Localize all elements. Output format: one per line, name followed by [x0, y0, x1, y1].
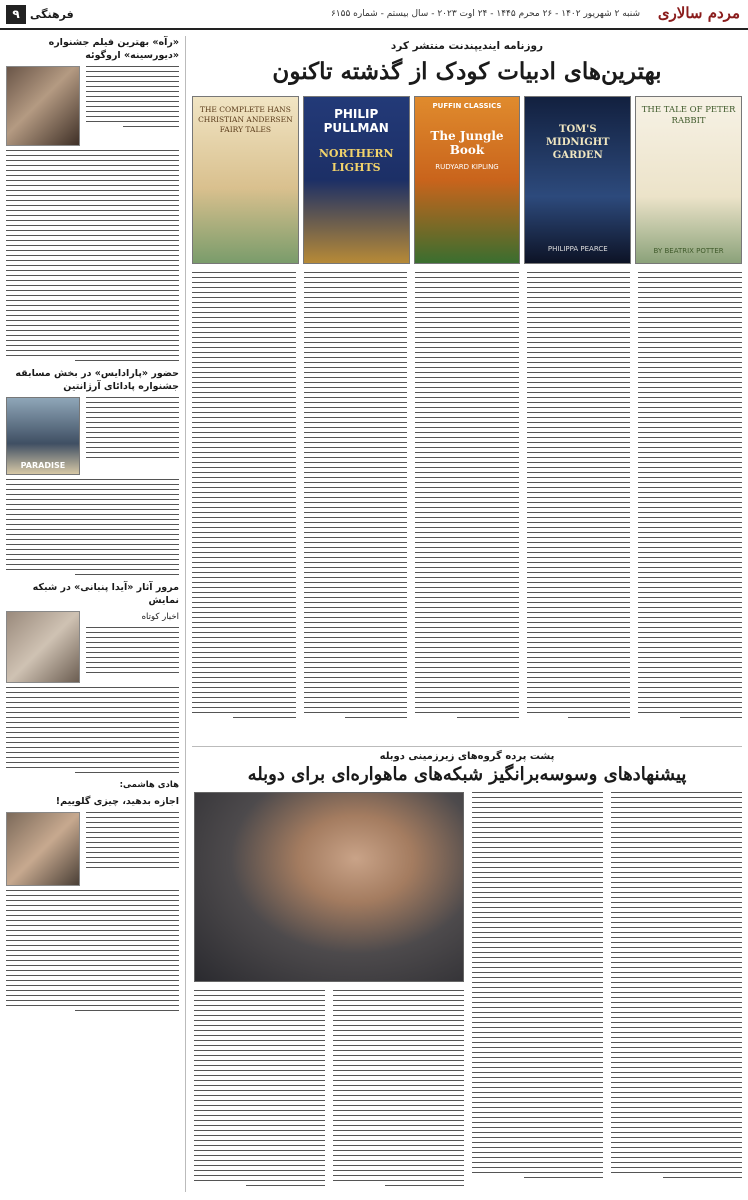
lead-col-1 [638, 272, 742, 738]
story3-kicker: اخبار کوتاه [141, 612, 179, 622]
cover-andersen [192, 96, 299, 264]
lead-article-body [192, 272, 742, 738]
lead-headline: بهترین‌های ادبیات کودک از گذشته تاکنون [272, 58, 662, 85]
dub-col-3 [333, 990, 464, 1192]
dub-col-4 [194, 990, 325, 1192]
dubbing-body-right [472, 792, 742, 1192]
lead-col-4 [304, 272, 408, 738]
cover-toms-midnight-garden [524, 96, 631, 264]
story2-body [6, 479, 179, 575]
dub-col-1 [611, 792, 742, 1192]
cover-pullman-author: PHILIP PULLMAN [323, 107, 389, 135]
story2-intro [86, 397, 179, 475]
story1-body [6, 150, 179, 361]
book-covers [192, 96, 742, 264]
cover-tom-author: PHILIPPA PEARCE [547, 245, 608, 253]
lead-col-3 [415, 272, 519, 738]
cover-andersen-title: THE COMPLETE HANS CHRISTIAN ANDERSEN FAIRY TALES [198, 105, 293, 134]
cover-pullman-title: NORTHERN LIGHTS [318, 147, 394, 174]
left-column [6, 36, 186, 1192]
story3-body [6, 687, 179, 773]
story3-photo [6, 611, 80, 683]
story3-title: مرور آثار «آیدا پنبانی» در شبکه نمایش [32, 582, 179, 606]
cover-jungle-series: PUFFIN CLASSICS [432, 102, 502, 110]
dubbing-kicker: پشت پرده گروه‌های زیرزمینی دوبله [192, 746, 742, 762]
story2-title: حضور «پارادایس» در بخش مسابقه جشنواره پادائای آرژانتین [15, 368, 179, 392]
cover-rabbit-author: BY BEATRIX POTTER [653, 247, 724, 255]
main-column [192, 36, 742, 785]
paradise-poster-label: PARADISE [20, 461, 66, 470]
dubbing-photo [194, 792, 464, 982]
lead-col-2 [527, 272, 631, 738]
story4-photo [6, 812, 80, 886]
newspaper-logo: مردم سالاری [657, 4, 740, 22]
dub-col-2 [472, 792, 603, 1192]
story4-kicker: هادی هاشمی: [119, 780, 179, 790]
cover-rabbit-title: THE TALE OF PETER RABBIT [641, 105, 736, 126]
cover-tom-title: TOM'S MIDNIGHT GARDEN [545, 124, 610, 161]
cover-peter-rabbit [635, 96, 742, 264]
cover-jungle-book [414, 96, 521, 264]
story1-intro [86, 66, 179, 146]
lead-kicker: روزنامه ایندیپندنت منتشر کرد [390, 40, 544, 52]
cover-northern-lights [303, 96, 410, 264]
masthead [0, 0, 748, 30]
dubbing-headline: پیشنهادهای وسوسه‌برانگیز شبکه‌های ماهواره‌ای برای دوبله [247, 764, 687, 785]
story1-title: «رآه» بهترین فیلم جشنواره «دیورسینه» اروگوئه [48, 37, 179, 61]
story3-intro [86, 611, 179, 683]
dubbing-body-left [194, 990, 464, 1192]
cover-jungle-author: RUDYARD KIPLING [435, 163, 499, 171]
lead-col-5 [192, 272, 296, 738]
section-name: فرهنگی [30, 8, 74, 21]
cover-jungle-title: The Jungle Book [430, 129, 504, 157]
story4-intro [86, 812, 179, 886]
issue-info: شنبه ۲ شهریور ۱۴۰۲ - ۲۶ محرم ۱۴۴۵ - ۲۴ اوت ۲۰۲۳ - سال بیستم - شماره ۶۱۵۵ [330, 9, 640, 19]
story4-body [6, 890, 179, 1011]
story2-poster [6, 397, 80, 475]
story1-photo [6, 66, 80, 146]
story4-title: اجازه بدهید، چیزی گلوییم! [55, 796, 179, 807]
page-number: ۹ [6, 5, 26, 24]
